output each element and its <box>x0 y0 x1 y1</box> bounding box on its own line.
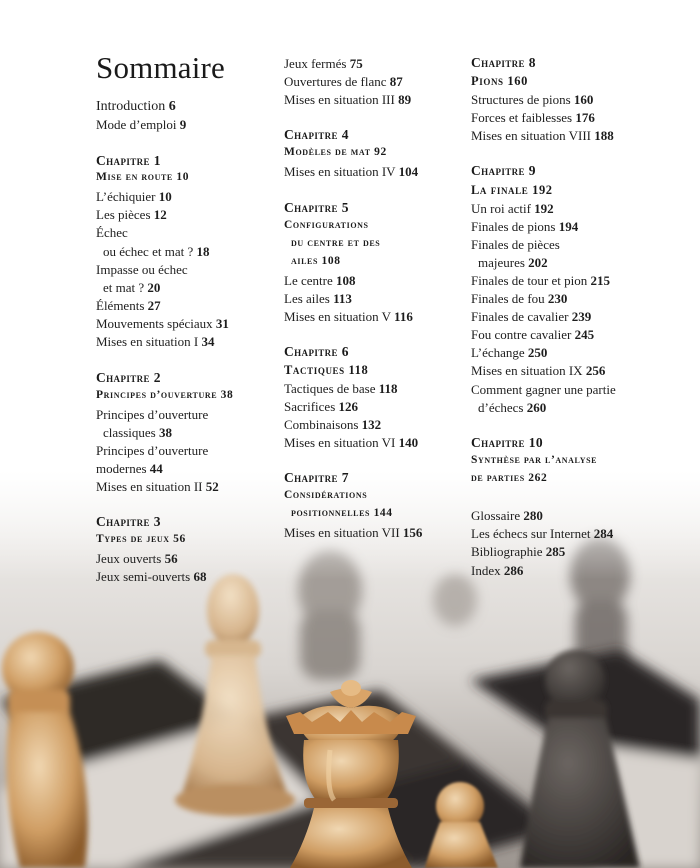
toc-entry[interactable]: Finales de fou 230 <box>471 291 568 306</box>
toc-entry[interactable]: Jeux ouverts 56 <box>96 551 178 566</box>
chapter-5-heading: Chapitre 5 <box>284 200 349 215</box>
toc-entry-bibliographie[interactable]: Bibliographie 285 <box>471 544 566 559</box>
page-number: 160 <box>507 74 528 88</box>
page-number: 108 <box>321 255 341 267</box>
toc-entry[interactable]: Mises en situation V 116 <box>284 309 413 324</box>
page-number: 262 <box>528 472 548 484</box>
toc-entry[interactable]: Mises en situation IV 104 <box>284 164 419 179</box>
toc-entry[interactable]: Un roi actif 192 <box>471 201 554 216</box>
toc-entry-continued[interactable]: modernes 44 <box>96 461 163 476</box>
toc-entry[interactable]: Fou contre cavalier 245 <box>471 327 595 342</box>
chapter-5-title-line-3[interactable]: ailes 108 <box>291 255 341 267</box>
chapter-10-title-line-1[interactable]: Synthèse par l’analyse <box>471 454 598 466</box>
toc-entry[interactable]: Mises en situation IX 256 <box>471 363 606 378</box>
toc-entry[interactable]: Finales de tour et pion 215 <box>471 273 611 288</box>
toc-entry[interactable]: Impasse ou échec <box>96 262 188 277</box>
toc-entry-index[interactable]: Index 286 <box>471 563 524 578</box>
page-number: 9 <box>179 117 187 132</box>
toc-entry[interactable]: Finales de cavalier 239 <box>471 309 592 324</box>
toc-entry[interactable]: Mouvements spéciaux 31 <box>96 316 229 331</box>
chapter-7-heading: Chapitre 7 <box>284 470 349 485</box>
toc-entry[interactable]: Mises en situation VIII 188 <box>471 128 614 143</box>
toc-entry[interactable]: Principes d’ouverture <box>96 443 209 458</box>
chapter-8-heading: Chapitre 8 <box>471 55 536 70</box>
toc-entry[interactable]: Finales de pièces <box>471 237 560 252</box>
toc-entry[interactable]: Mises en situation VII 156 <box>284 525 423 540</box>
chapter-2-title[interactable]: Principes d’ouverture 38 <box>96 389 234 401</box>
toc-entry[interactable]: Éléments 27 <box>96 298 161 313</box>
toc-entry-continued[interactable]: d’échecs 260 <box>478 400 547 415</box>
toc-entry-continued[interactable]: majeures 202 <box>478 255 548 270</box>
chapter-4-heading: Chapitre 4 <box>284 127 349 142</box>
chapter-4-title[interactable]: Modèles de mat 92 <box>284 146 387 158</box>
chapter-9-title[interactable]: La finale 192 <box>471 183 553 197</box>
page-number: 144 <box>373 507 393 519</box>
toc-entry[interactable]: Jeux fermés 75 <box>284 56 363 71</box>
toc-entry-internet[interactable]: Les échecs sur Internet 284 <box>471 526 614 541</box>
toc-entry[interactable]: Sacrifices 126 <box>284 399 359 414</box>
chapter-3-heading: Chapitre 3 <box>96 514 161 529</box>
chapter-1-heading: Chapitre 1 <box>96 153 161 168</box>
chapter-7-title-line-1[interactable]: Considérations <box>284 489 368 501</box>
toc-entry[interactable]: Mises en situation VI 140 <box>284 435 419 450</box>
page-title: Sommaire <box>96 50 226 85</box>
page-number: 56 <box>173 533 186 545</box>
toc-entry-mode-emploi[interactable] <box>96 116 186 134</box>
chapter-10-title-line-2[interactable]: de parties 262 <box>471 472 548 484</box>
chapter-6-heading: Chapitre 6 <box>284 344 349 359</box>
toc-entry[interactable]: Comment gagner une partie <box>471 382 616 397</box>
toc-entry[interactable]: Échec <box>96 225 128 240</box>
chapter-1-title[interactable]: Mise en route 10 <box>96 171 190 183</box>
page-number: 92 <box>374 146 387 158</box>
toc-entry[interactable]: Jeux semi-ouverts 68 <box>96 569 207 584</box>
toc-entry[interactable]: Les pièces 12 <box>96 207 167 222</box>
toc-entry[interactable]: Tactiques de base 118 <box>284 381 398 396</box>
chapter-7-title-line-2[interactable]: positionnelles 144 <box>291 507 393 519</box>
toc-entry-glossaire[interactable]: Glossaire 280 <box>471 508 543 523</box>
chapter-5-title-line-2[interactable]: du centre et des <box>291 237 381 249</box>
toc-entry[interactable]: L’échange 250 <box>471 345 548 360</box>
toc-entry[interactable]: Principes d’ouverture <box>96 407 209 422</box>
entry-label: Mode d’emploi <box>96 117 177 132</box>
chapter-8-title[interactable]: Pions 160 <box>471 74 528 88</box>
toc-entry[interactable]: Finales de pions 194 <box>471 219 579 234</box>
page-number: 192 <box>532 183 553 197</box>
toc-entry[interactable]: L’échiquier 10 <box>96 189 172 204</box>
toc-entry-continued[interactable]: classiques 38 <box>103 425 172 440</box>
chapter-6-title[interactable]: Tactiques 118 <box>284 363 369 377</box>
toc-entry[interactable]: Mises en situation II 52 <box>96 479 219 494</box>
toc-entry[interactable]: Le centre 108 <box>284 273 356 288</box>
toc-entry[interactable]: Mises en situation III 89 <box>284 92 412 107</box>
toc-entry[interactable]: Mises en situation I 34 <box>96 334 215 349</box>
toc-entry-continued[interactable]: ou échec et mat ? 18 <box>103 244 210 259</box>
entry-label: Introduction <box>96 99 166 114</box>
page-number: 38 <box>220 389 234 401</box>
chapter-10-heading: Chapitre 10 <box>471 435 544 450</box>
chapter-2-heading: Chapitre 2 <box>96 370 161 385</box>
chapter-9-heading: Chapitre 9 <box>471 163 536 178</box>
page-number: 10 <box>176 171 190 183</box>
chapter-5-title-line-1[interactable]: Configurations <box>284 219 369 231</box>
toc-entry[interactable]: Forces et faiblesses 176 <box>471 110 595 125</box>
toc-entry[interactable]: Ouvertures de flanc 87 <box>284 74 403 89</box>
page-number: 6 <box>168 99 176 114</box>
toc-entry[interactable]: Les ailes 113 <box>284 291 352 306</box>
toc-entry-introduction[interactable] <box>96 98 176 116</box>
page-number: 118 <box>348 363 369 377</box>
toc-entry[interactable]: Structures de pions 160 <box>471 92 594 107</box>
chapter-3-title[interactable]: Types de jeux 56 <box>96 533 186 545</box>
toc-entry[interactable]: Combinaisons 132 <box>284 417 382 432</box>
toc-entry-continued[interactable]: et mat ? 20 <box>103 280 161 295</box>
